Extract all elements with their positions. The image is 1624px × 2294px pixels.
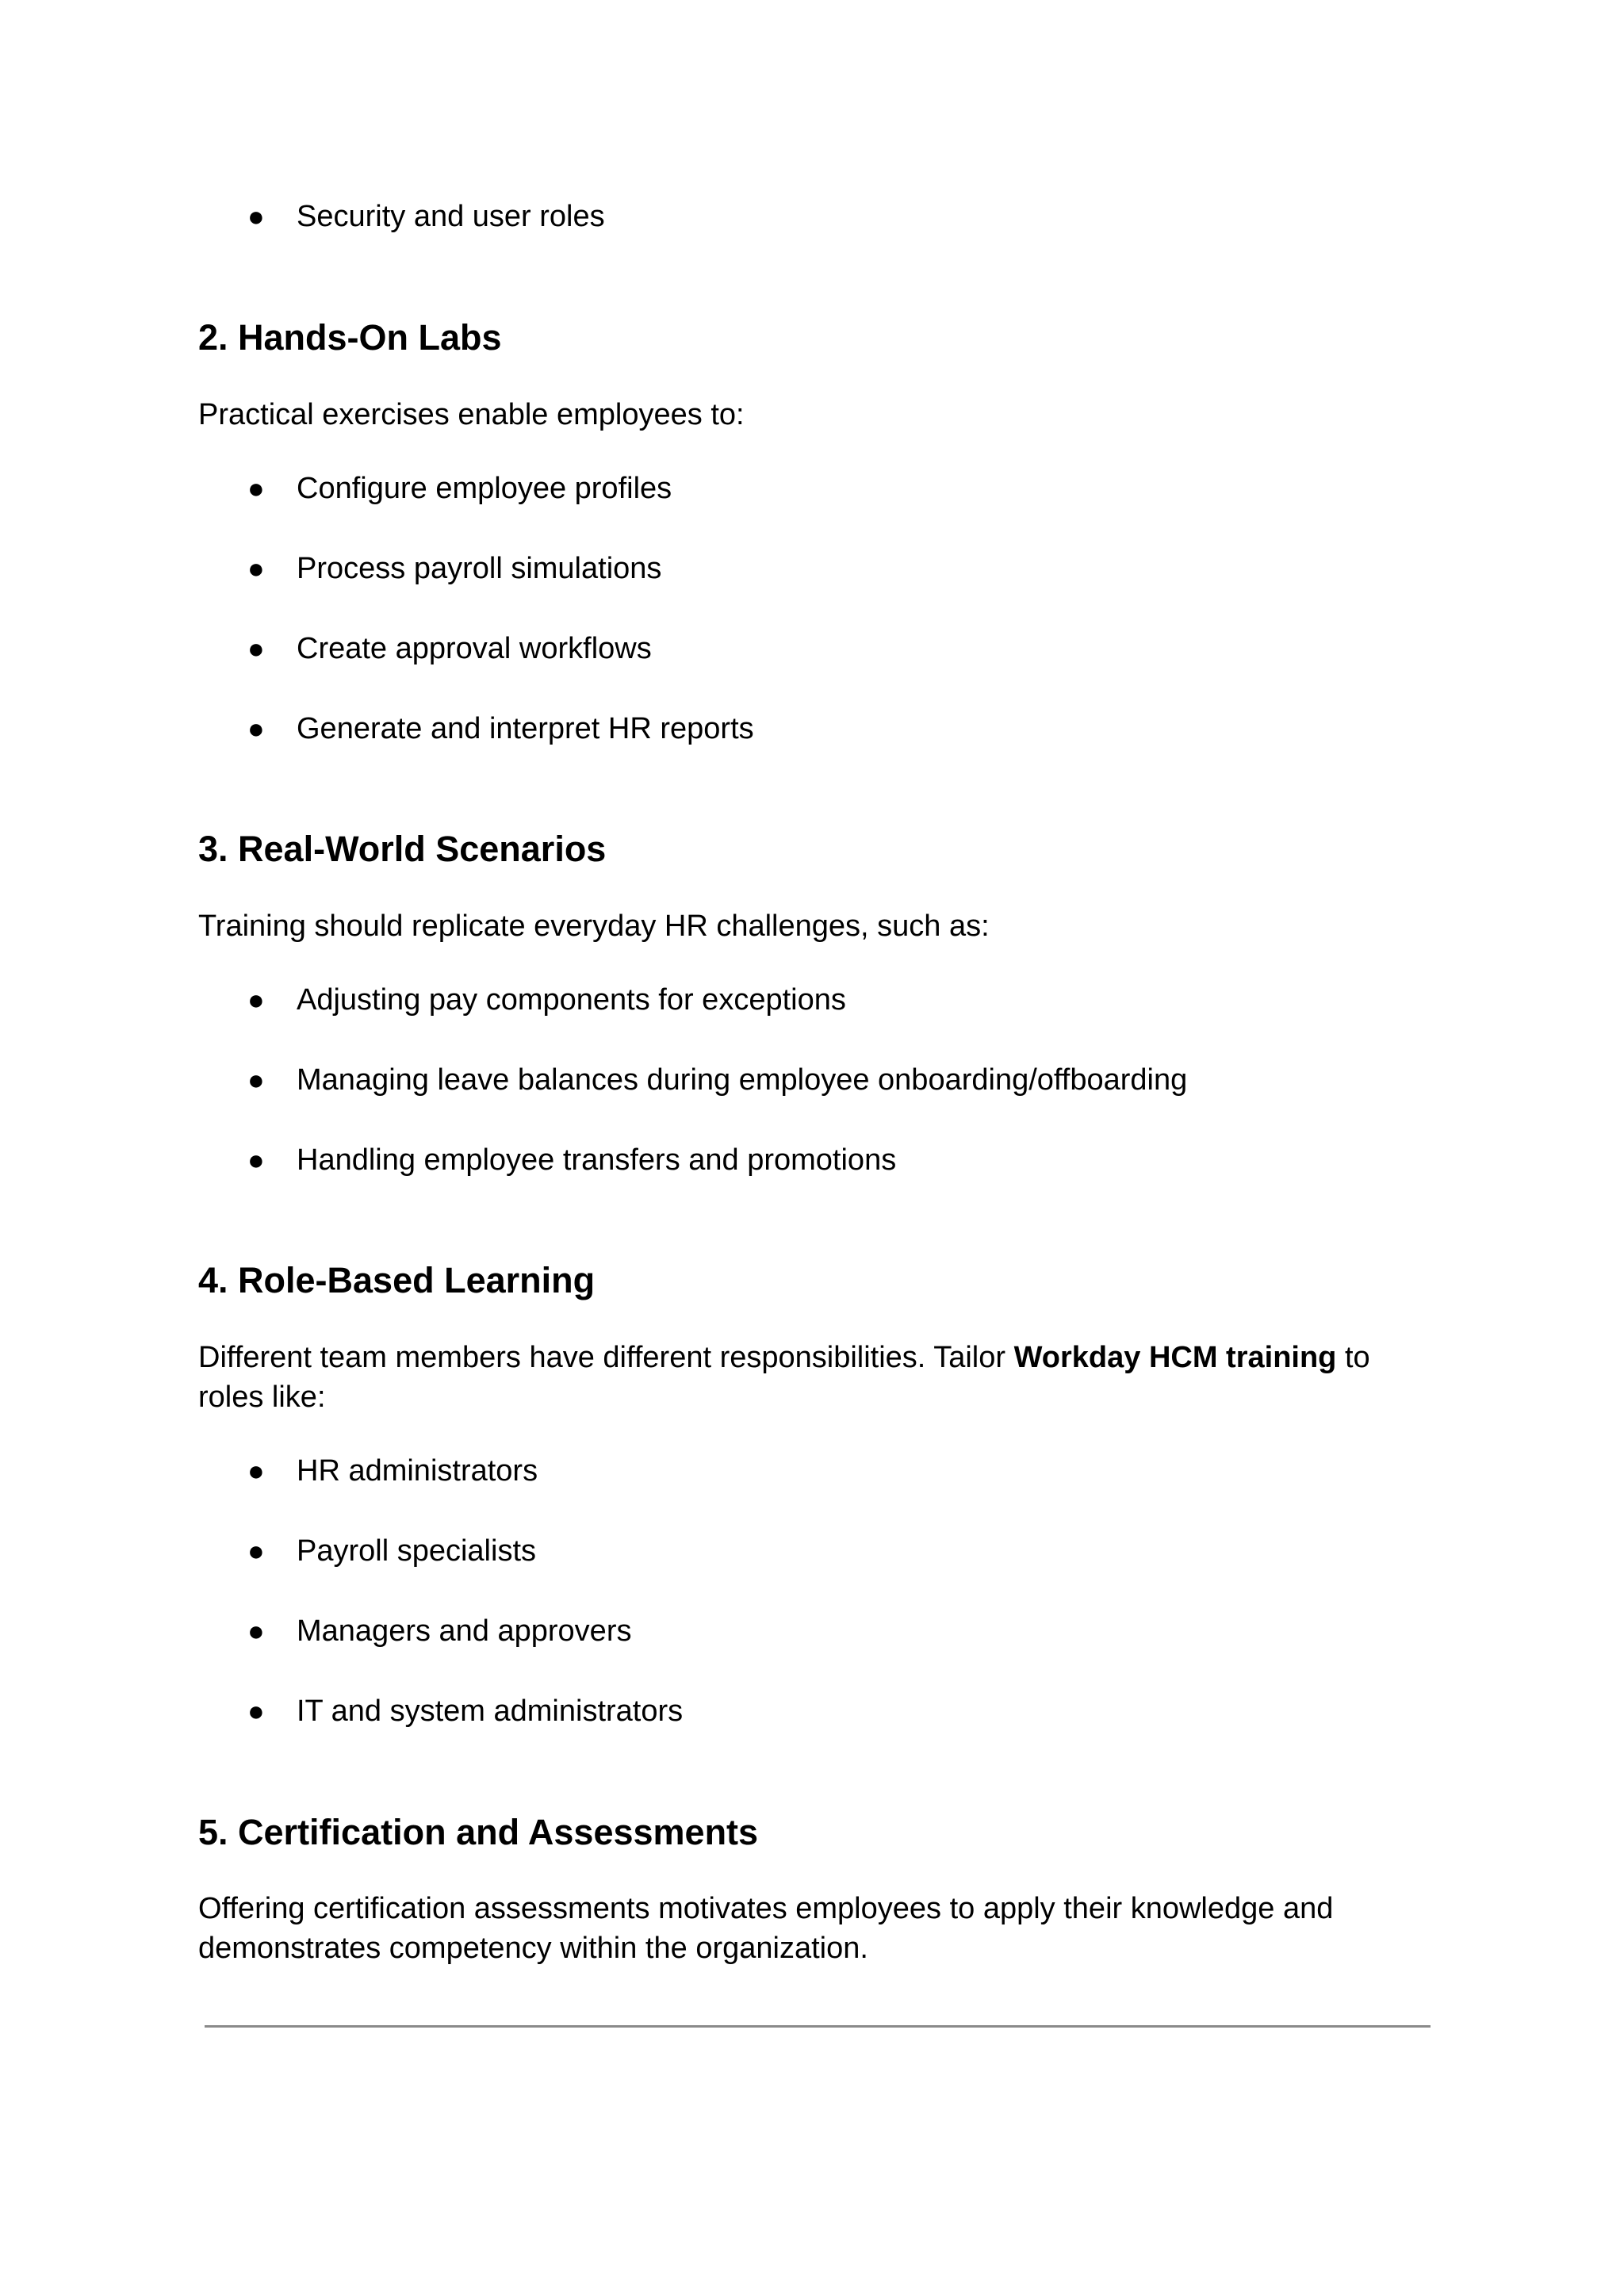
list-item: Configure employee profiles — [297, 472, 672, 505]
section-heading-certification: 5. Certification and Assessments — [198, 1812, 759, 1852]
section-heading-role-based-learning: 4. Role-Based Learning — [198, 1260, 596, 1300]
bullet-icon: ● — [247, 1143, 265, 1176]
list-item: Managers and approvers — [297, 1614, 632, 1648]
bullet-icon: ● — [247, 632, 265, 664]
section-heading-real-world-scenarios: 3. Real-World Scenarios — [198, 829, 607, 869]
bullet-icon: ● — [247, 472, 265, 504]
list-item: Security and user roles — [297, 200, 605, 233]
section-intro-line-2: demonstrates competency within the organization. — [198, 1932, 868, 1965]
bullet-icon: ● — [247, 983, 265, 1016]
section-intro: Training should replicate everyday HR challenges, such as: — [198, 910, 990, 943]
bullet-icon: ● — [247, 552, 265, 584]
intro-bold-text: Workday HCM training — [1013, 1341, 1337, 1374]
section-intro-line-1 — [198, 1338, 1370, 1377]
list-item: Handling employee transfers and promotions — [297, 1143, 897, 1177]
list-item: HR administrators — [297, 1454, 538, 1488]
bullet-icon: ● — [247, 1614, 265, 1647]
list-item: Generate and interpret HR reports — [297, 712, 754, 745]
intro-text: to — [1336, 1341, 1370, 1374]
list-item: Process payroll simulations — [297, 552, 662, 585]
bullet-icon: ● — [247, 1534, 265, 1567]
section-intro: Practical exercises enable employees to: — [198, 398, 745, 431]
section-intro-line-2: roles like: — [198, 1381, 326, 1414]
list-item: Payroll specialists — [297, 1534, 536, 1568]
bullet-icon: ● — [247, 1063, 265, 1096]
section-heading-hands-on-labs: 2. Hands-On Labs — [198, 317, 502, 358]
section-intro-line-1: Offering certification assessments motivates employees to apply their knowledge and — [198, 1892, 1334, 1925]
list-item: Managing leave balances during employee onboarding/offboarding — [297, 1063, 1188, 1097]
list-item: Create approval workflows — [297, 632, 652, 665]
horizontal-divider — [205, 2025, 1431, 2028]
bullet-icon: ● — [247, 712, 265, 745]
bullet-icon: ● — [247, 1454, 265, 1487]
bullet-icon: ● — [247, 200, 265, 232]
list-item: Adjusting pay components for exceptions — [297, 983, 846, 1017]
list-item: IT and system administrators — [297, 1695, 684, 1728]
intro-text: Different team members have different responsibilities. Tailor — [198, 1341, 1014, 1374]
bullet-icon: ● — [247, 1695, 265, 1727]
